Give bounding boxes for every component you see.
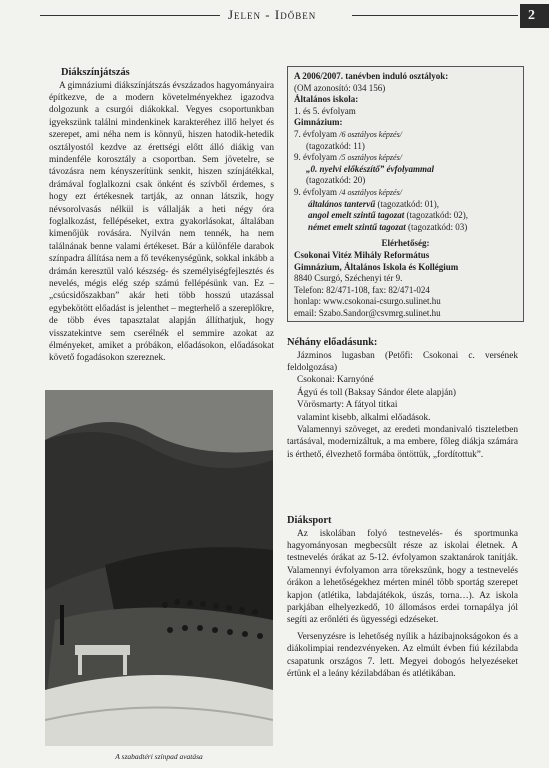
- drama-section: [49, 66, 274, 365]
- school-name-line1: Csokonai Vitéz Mihály Református: [294, 249, 430, 260]
- plays-section: [287, 336, 518, 461]
- grade9a-line: 9. évfolyam /5 osztályos képzés/: [294, 152, 402, 163]
- play-item: Ágyú és toll (Baksay Sándor élete alapján): [297, 387, 457, 398]
- drama-text: A gimnáziumi diákszínjátszás évszázados hagyományaira építkezve, de a modern követelményekhez igazodva dolgozunk a csurgói diákokkal. Vegyes csoportunkban igyekszünk találni mindenkinek karakteréhez illő helyet és szerepet, ami néha nem is könnyű, hiszen hatodik-hetedik osztályostól kezdve az érettségi előtt álló diákig van mindenféle korosztály a csoportban. Sem jövetelre, se távozásra nem kényszerítünk senkit, hiszen színjátékkal, drámával foglalkozni csak önként és szívből érdemes, s hogy ezt értékesnek tartják, az onnan látszik, hogy névsorolvasás nélkül is vállalják a heti négy óra foglalkozást, fellépéseket, extra gyakorlásokat, általában kimenőjük rovására. Nyilván nem tennék, ha nem találnának benne valami értékeset. Bár a különféle darabok színpadra állítása nem a fő tevékenységünk, sokkal inkább a drámán keresztül való készség- és személyiségfejlesztés és nevelés, mégis elég szép számú fellépésünk van. Ez – „csúcsidőszakban” akár heti több hosszú utazással egybekötött előadást is jelenthet – megterhelő a szereplőkre, de több éves tapasztalat alapján állíthatjuk, hogy visszatekintve sem cserélnék el semmire azokat az élményeket, amiket a próbákon, előadásokon, előadásokat követő fogadásokon szereznek.: [49, 80, 274, 364]
- track-general: általános tantervű (tagozatkód: 01),: [308, 198, 439, 209]
- school-email: email: Szabo.Sandor@csvmrg.sulinet.hu: [294, 307, 441, 318]
- plays-list: [287, 350, 518, 424]
- school-phone: Telefon: 82/471-108, fax: 82/471-024: [294, 284, 430, 295]
- sport-section: [287, 514, 518, 680]
- grade7-code: (tagozatkód: 11): [306, 140, 365, 151]
- sport-heading: Diáksport: [287, 515, 332, 526]
- school-name-line2: Gimnázium, Általános Iskola és Kollégium: [294, 261, 459, 272]
- grade7-line: 7. évfolyam /6 osztályos képzés/: [294, 128, 402, 139]
- track-english: angol emelt szintű tagozat (tagozatkód: 02),: [308, 210, 469, 221]
- contact-heading: Elérhetőség:: [381, 238, 430, 249]
- theatre-photo: [45, 390, 273, 746]
- elementary-heading: Általános iskola:: [294, 94, 359, 105]
- header-rule-left: [40, 15, 220, 16]
- photo-caption: A szabadtéri színpad avatása: [115, 752, 203, 761]
- elementary-years: 1. és 5. évfolyam: [294, 105, 356, 116]
- play-item: Jázminos lugasban (Petőfi: Csokonai c. versének feldolgozása): [287, 350, 518, 373]
- sport-paragraph-2: Versenyzésre is lehetőség nyílik a házibajnokságokon és a diákolimpiai rendezvényeken. Az elmúlt évben fiú kézilabda csapatunk országos 7. lett. Megyei dobogós helyezéseket értünk el a leány kézilabdában és atlétikában.: [287, 631, 518, 679]
- grade9a-prep: „0. nyelvi előkészítő” évfolyammal: [306, 163, 434, 174]
- page-number: 2: [520, 4, 549, 28]
- school-address: 8840 Csurgó, Széchenyi tér 9.: [294, 273, 403, 284]
- gymnasium-heading: Gimnázium:: [294, 117, 343, 128]
- grade9a-code: (tagozatkód: 20): [306, 175, 366, 186]
- om-id: (OM azonosító: 034 156): [294, 82, 386, 93]
- box-title: A 2006/2007. tanévben induló osztályok:: [294, 71, 449, 81]
- plays-text: Valamennyi szöveget, az eredeti mondanivaló tiszteletben tartásával, modernizáltuk, a ma embere, főleg diákja számára is érthető, élvezhető formába öntöttük, „fordítottuk”.: [287, 424, 518, 460]
- play-item: Csokonai: Karnyóné: [297, 375, 374, 386]
- school-website: honlap: www.csokonai-csurgo.sulinet.hu: [294, 296, 441, 307]
- running-header-title: Jelen - Időben: [228, 7, 317, 22]
- header-rule-right: [352, 15, 518, 16]
- play-item: Vörösmarty: A fátyol titkai: [297, 400, 398, 411]
- plays-heading: Néhány előadásunk:: [287, 337, 378, 348]
- track-german: német emelt szintű tagozat (tagozatkód: 03): [308, 221, 468, 232]
- sport-paragraph-1: Az iskolában folyó testnevelés- és sportmunka hagyományosan megbecsült része az iskolai életnek. A testnevelés órákat az 5-12. évfolyamon szaktanárok tanítják. Valamennyi évfolyamon arra törekszünk, hogy a testnevelés órákon a lehetőségekhez mérten minél több sportág szerepet kapjon (atlétika, labdajátékok, úszás, torna…). Az iskola parkjában elhelyezkedő, 10 állomásos erdei tornapálya jól segíti az erőnléti és ügyességi edzéseket.: [287, 528, 518, 626]
- grade9b-line: 9. évfolyam /4 osztályos képzés/: [294, 186, 402, 197]
- play-item: valamint kisebb, alkalmi előadások.: [297, 412, 431, 423]
- drama-heading: Diákszínjátszás: [61, 67, 130, 78]
- classes-info-box: [287, 66, 524, 322]
